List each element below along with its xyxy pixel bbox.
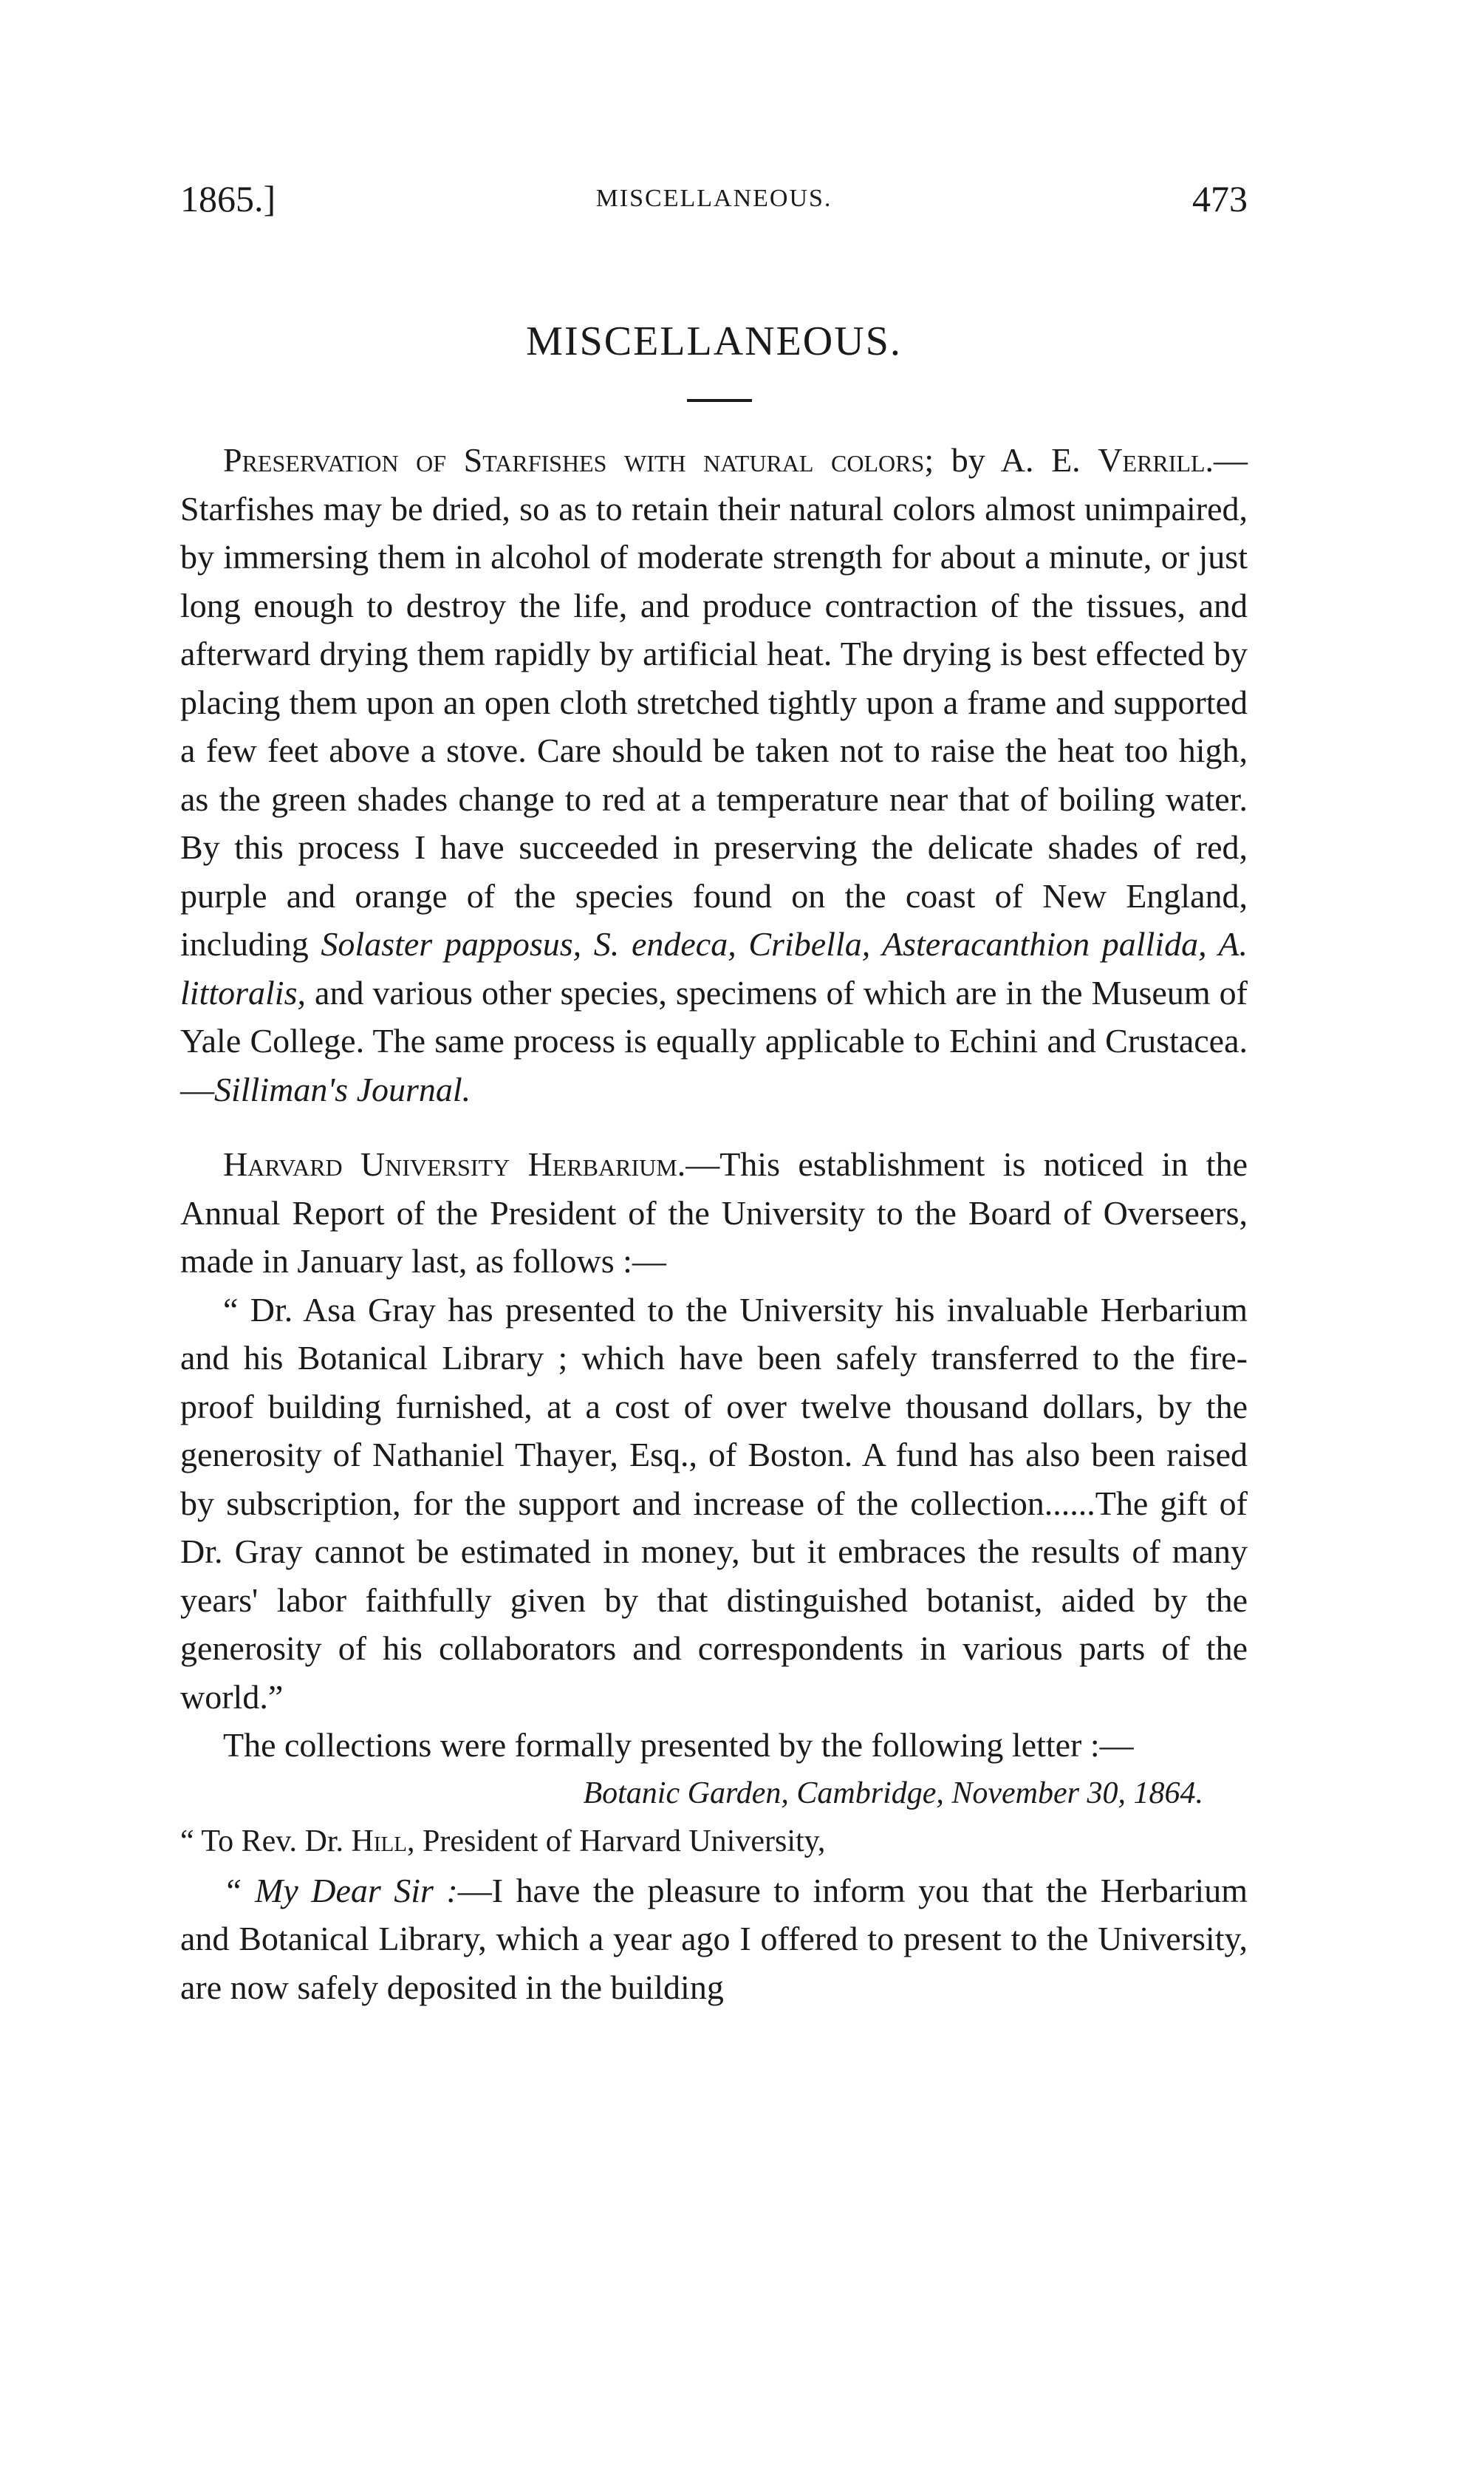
starfish-source: Silliman's Journal. (214, 1070, 471, 1108)
header-year: 1865.] (180, 178, 276, 219)
starfish-text-2: and various other species, specimens of which are in the Museum of Yale College. The same process is equally applicable to Echini and Crustacea.— (180, 973, 1248, 1108)
letter-dateline: Botanic Garden, Cambridge, November 30, 1864. (583, 1776, 1203, 1810)
starfish-paragraph (180, 436, 1248, 1114)
herbarium-heading: Harvard University Herbarium (223, 1145, 677, 1183)
letter-intro: The collections were formally presented by the following letter :— (223, 1726, 1134, 1764)
title-divider (687, 399, 752, 402)
starfish-author-prefix: ; by A. E. (924, 441, 1098, 479)
letter-salutation (180, 1818, 1248, 1866)
starfish-text-1: .—Starfishes may be dried, so as to retain their natural colors almost unimpaired, by immersing them in alcohol of moderate strength for about a minute, or just long enough to destroy the life, and produce contraction of the tissues, and afterward drying them rapidly by artificial heat. The drying is best effected by placing them upon an open cloth stretched tightly upon a frame and supported a few feet above a stove. Care should be taken not to raise the heat too high, as the green shades change to red at a temperature near that of boiling water. By this process I have succeeded in preserving the delicate shades of red, purple and orange of the species found on the coast of New England, including (180, 441, 1248, 963)
running-head (180, 177, 1248, 236)
page-number: 473 (1192, 178, 1248, 219)
salutation-name: Hill (351, 1824, 407, 1858)
starfish-heading: Preservation of Starfishes with natural colors (223, 441, 925, 479)
herbarium-paragraph (180, 1140, 1248, 1286)
starfish-author: Verrill (1098, 441, 1206, 479)
header-section-title: MISCELLANEOUS. (595, 185, 832, 212)
herbarium-quote: “ Dr. Asa Gray has presented to the University his invaluable Herbarium and his Botanical Library ; which have been safely transferred to the fire-proof building furnished, at a cost of over twelve thousand dollars, by the generosity of Nathaniel Thayer, Esq., of Boston. A fund has also been raised by subscription, for the support and increase of the collection......The gift of Dr. Gray cannot be estimated in money, but it embraces the results of many years' labor faithfully given by that distinguished botanist, aided by the generosity of his collaborators and correspondents in various parts of the world.” (180, 1290, 1248, 1716)
article-body (180, 436, 1248, 2011)
salutation-prefix: “ To Rev. Dr. (180, 1824, 352, 1858)
herbarium-intro: .—This establishment is noticed in the Annual Report of the President of the University to the Board of Overseers, made in January last, as follows :— (180, 1145, 1248, 1280)
starfish-species: Solaster papposus, S. endeca, Cribella, Asteracanthion pallida, A. littoralis, (180, 925, 1248, 1012)
salutation-suffix: , President of Harvard University, (406, 1824, 826, 1858)
letter-greeting: “ My Dear Sir : (223, 1871, 458, 1909)
page-title: MISCELLANEOUS. (526, 318, 902, 364)
letter-text: —I have the pleasure to inform you that the Herbarium and Botanical Library, which a year ago I offered to present to the University, are now safely deposited in the building (180, 1871, 1248, 2006)
letter-body (180, 1866, 1248, 2012)
